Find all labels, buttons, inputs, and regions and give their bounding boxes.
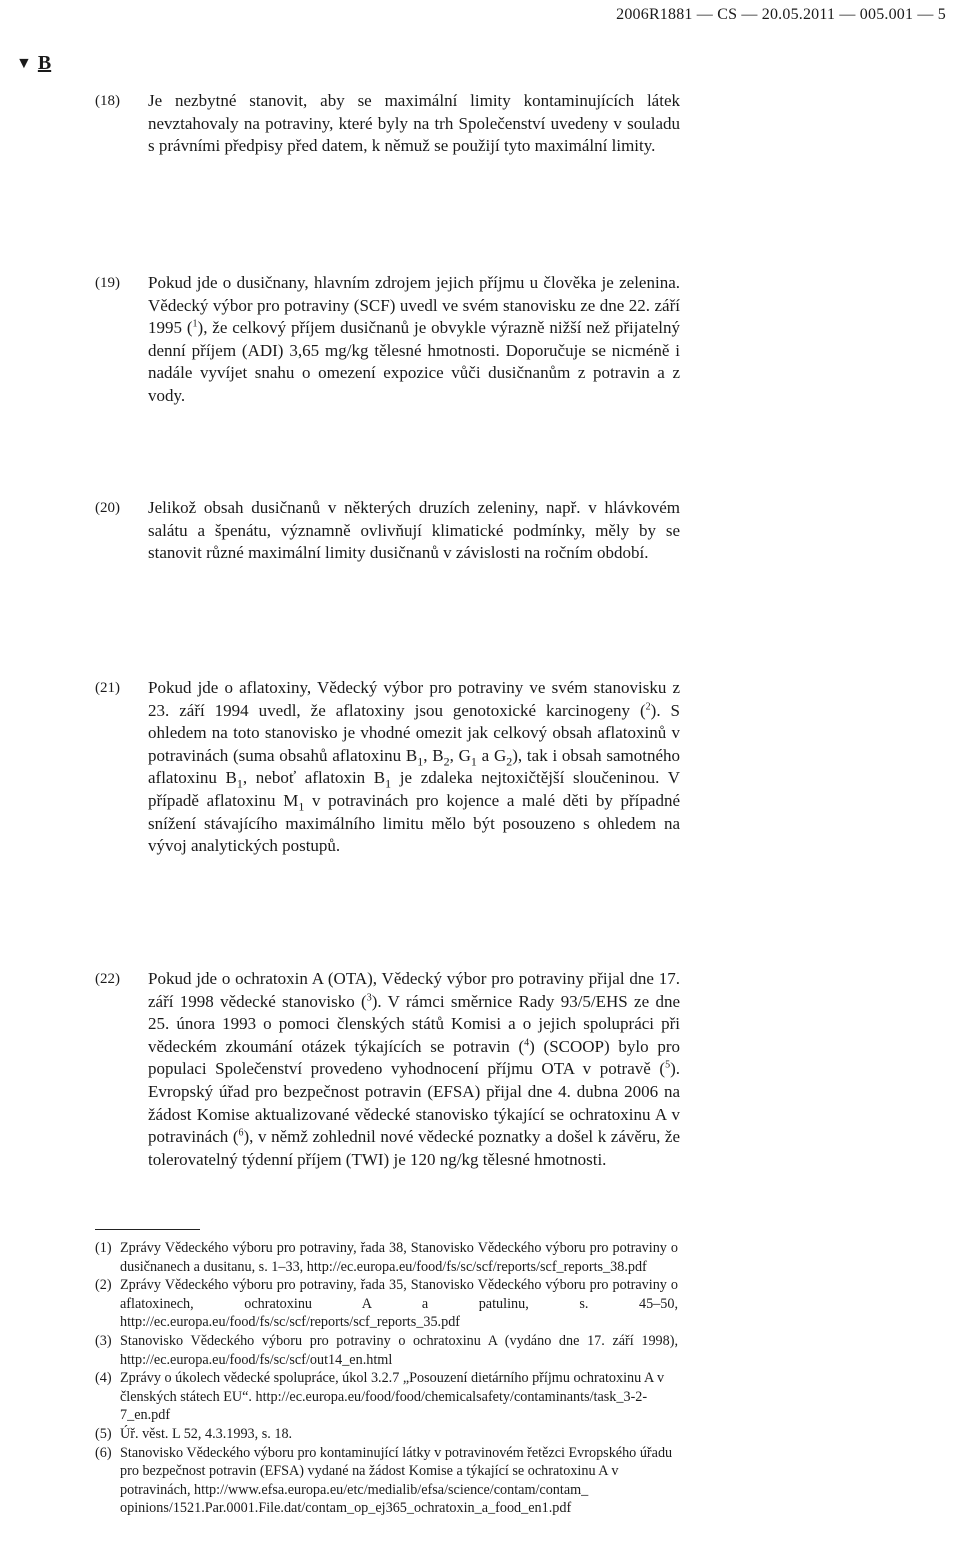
footnote-number: (5) xyxy=(95,1425,112,1442)
footnote-4 xyxy=(95,1369,678,1425)
footnote-ref[interactable]: 4 xyxy=(524,1037,530,1049)
recital-18 xyxy=(95,90,685,158)
footnote-text[interactable]: Zprávy Vědeckého výboru pro potraviny, řada 35, Stanovisko Vědeckého výboru pro potraviny o aflatoxinech, ochratoxinu A a patulinu, s. 45–50, http://ec.europa.eu/food/fs/sc/scf/reports/scf_reports_35.pdf xyxy=(120,1277,678,1331)
footnote-ref[interactable]: 5 xyxy=(665,1059,671,1071)
footnote-divider xyxy=(95,1229,200,1230)
recital-number: (21) xyxy=(95,680,120,696)
page-header: 2006R1881 — CS — 20.05.2011 — 005.001 — 5 xyxy=(616,6,946,23)
footnote-ref[interactable]: 3 xyxy=(366,991,372,1003)
footnote-2 xyxy=(95,1276,678,1332)
recital-19 xyxy=(95,272,685,408)
recital-22 xyxy=(95,968,685,1171)
footnote-number: (4) xyxy=(95,1370,112,1387)
footnote-3 xyxy=(95,1332,678,1369)
recital-20 xyxy=(95,497,685,565)
footnote-6 xyxy=(95,1444,678,1518)
recital-text: Jelikož obsah dusičnanů v některých druzích zeleniny, např. v hlávkovém salátu a špenátu, významně ovlivňují klimatické podmínky, měly by se stanovit různé maximální limity dusičnanů v závislosti na ročním období. xyxy=(148,498,680,563)
footnote-ref[interactable]: 2 xyxy=(645,700,651,712)
footnote-5 xyxy=(95,1425,678,1444)
footnote-number: (3) xyxy=(95,1332,112,1349)
footnote-text[interactable]: Stanovisko Vědeckého výboru pro potraviny o ochratoxinu A (vydáno dne 17. září 1998), http://ec.europa.eu/food/fs/sc/scf/out14_en.html xyxy=(120,1332,678,1368)
footnote-text[interactable]: Stanovisko Vědeckého výboru pro kontaminující látky v potravinovém řetězci Evropského úřadu pro bezpečnost potravin (EFSA) vydané na žádost Komise a týkající se ochratoxinu A v potravinách, http://www.efsa.europa.eu/etc/medialib/efsa/science/contam/contam_ opinions/1521.Par.0001.File.dat/contam_op_ej365_ochratoxin_a_food_en1.pdf xyxy=(120,1444,673,1517)
recital-21 xyxy=(95,677,685,858)
footnote-text[interactable]: Zprávy Vědeckého výboru pro potraviny, řada 38, Stanovisko Vědeckého výboru pro potraviny o dusičnanech a dusitanu, s. 1–33, http://ec.europa.eu/food/fs/sc/scf/reports/scf_reports_38.pdf xyxy=(120,1240,678,1275)
footnote-number: (2) xyxy=(95,1277,112,1294)
amendment-marker xyxy=(16,52,51,75)
recital-text: Pokud jde o ochratoxin A (OTA), Vědecký výbor pro potraviny přijal dne 17. září 1998 vědecké stanovisko ($^3$). V rámci směrnice Rady 93/5/EHS ze dne 25. února 1993 o pomoci členských států Komisi a o jejich spolupráci při vědeckém zkoumání otázek týkajících se potravin ($^4$) (SCOOP) bylo pro populaci Společenství provedeno vyhodnocení příjmu OTA v potravě ($^5$). Evropský úřad pro bezpečnost potravin (EFSA) přijal dne 4. dubna 2006 na žádost Komise aktualizované vědecké stanovisko týkající se ochratoxinu A v potravinách ($^6$), v němž zohlednil nové vědecké poznatky a došel k závěru, že tolerovatelný týdenní příjem (TWI) je 120 ng/kg tělesné hmotnosti. xyxy=(148,969,680,1169)
recital-number: (20) xyxy=(95,500,120,516)
recital-number: (22) xyxy=(95,971,120,987)
recital-number: (18) xyxy=(95,93,120,109)
footnote-ref[interactable]: 6 xyxy=(238,1127,244,1139)
recital-number: (19) xyxy=(95,275,120,291)
footnote-number: (6) xyxy=(95,1444,112,1461)
footnote-1 xyxy=(95,1239,678,1276)
footnote-ref[interactable]: 1 xyxy=(192,318,198,330)
footnote-text: Úř. věst. L 52, 4.3.1993, s. 18. xyxy=(120,1425,293,1442)
footnote-text[interactable]: Zprávy o úkolech vědecké spolupráce, úkol 3.2.7 „Posouzení dietárního příjmu ochratoxinu A v členských státech EU“. http://ec.europa.eu/food/food/chemicalsafety/contaminants/task_3-2-7_en.pdf xyxy=(120,1370,665,1424)
footnotes xyxy=(95,1239,678,1518)
recital-text: Je nezbytné stanovit, aby se maximální limity kontaminujících látek nevztahovaly na potraviny, které byly na trh Společenství uvedeny v souladu s právními předpisy před datem, k němuž se použijí tyto maximální limity. xyxy=(148,91,680,156)
recital-text: Pokud jde o aflatoxiny, Vědecký výbor pro potraviny ve svém stanovisku z 23. září 1994 uvedl, že aflatoxiny jsou genotoxické karcinogeny ($^2$). S ohledem na toto stanovisko je vhodné omezit jak celkový obsah aflatoxinů v potravinách (suma obsahů aflatoxinu $B_1$, $B_2$, $G_1$ a $G_2$), tak i obsah samotného aflatoxinu $B_1$, neboť aflatoxin $B_1$ je zdaleka nejtoxičtější sloučeninou. V případě aflatoxinu $M_1$ v potravinách pro kojence a malé děti by případné snížení stávajícího maximálního limitu mělo být posouzeno s ohledem na vývoj analytických postupů. xyxy=(148,678,681,856)
recital-text: Pokud jde o dusičnany, hlavním zdrojem jejich příjmu u člověka je zelenina. Vědecký výbor pro potraviny (SCF) uvedl ve svém stanovisku ze dne 22. září 1995 ($^1$), že celkový příjem dusičnanů je obvykle výrazně nižší než přijatelný denní příjem (ADI) 3,65 mg/kg tělesné hmotnosti. Doporučuje se nicméně i nadále vyvíjet snahu o omezení expozice vůči dusičnanům z potravin a z vody. xyxy=(148,273,680,405)
triangle-down-icon: ▼ xyxy=(16,54,32,72)
footnote-number: (1) xyxy=(95,1240,112,1256)
marker-label: B xyxy=(37,52,52,74)
